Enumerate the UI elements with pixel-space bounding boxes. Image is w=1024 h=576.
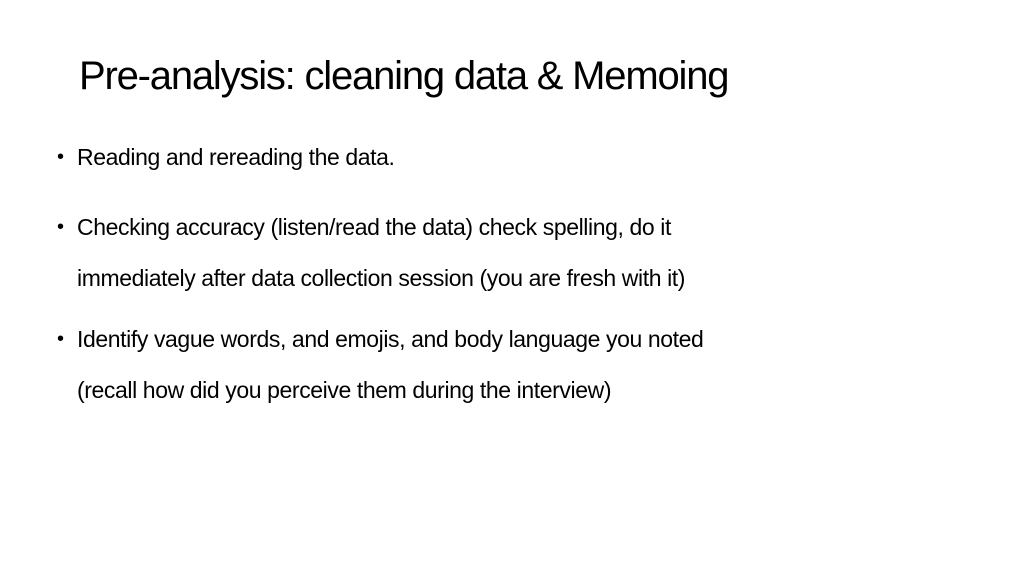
bullet-line: Checking accuracy (listen/read the data) check spelling, do it xyxy=(77,214,671,240)
bullet-item xyxy=(57,136,957,178)
bullet-line: (recall how did you perceive them during the interview) xyxy=(77,377,612,403)
bullet-list xyxy=(57,136,957,430)
bullet-text xyxy=(77,136,957,178)
bullet-line: Identify vague words, and emojis, and body language you noted xyxy=(77,326,704,352)
bullet-item xyxy=(57,206,957,309)
bullet-dot-icon: • xyxy=(57,146,64,168)
bullet-line: immediately after data collection session (you are fresh with it) xyxy=(77,265,686,291)
bullet-text xyxy=(77,206,957,309)
bullet-dot-icon: • xyxy=(57,328,64,350)
bullet-item xyxy=(57,318,957,421)
bullet-dot-icon: • xyxy=(57,216,64,238)
bullet-text xyxy=(77,318,957,421)
slide-title: Pre-analysis: cleaning data & Memoing xyxy=(79,54,729,98)
bullet-line: Reading and rereading the data. xyxy=(77,144,395,170)
